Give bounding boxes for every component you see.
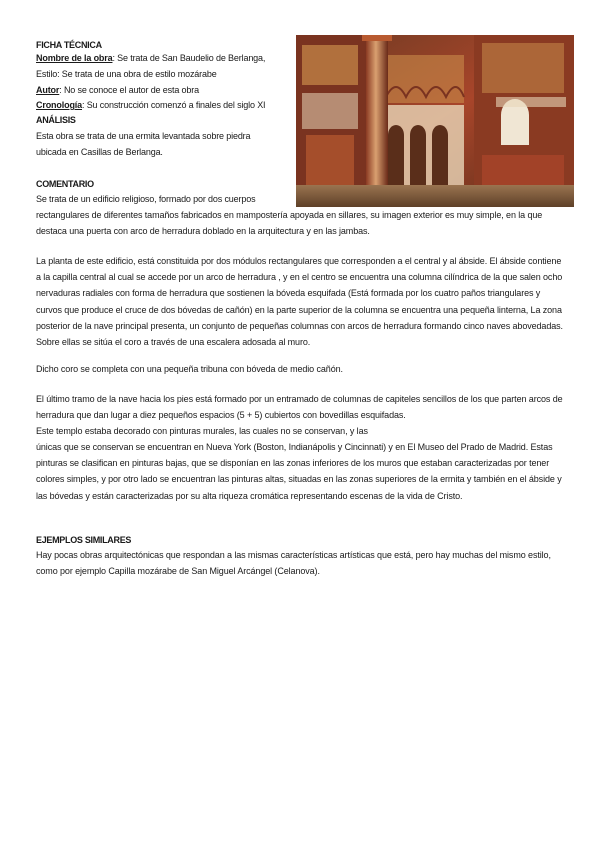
analisis-heading: ANÁLISIS [36,115,76,125]
comentario-heading: COMENTARIO [36,179,94,189]
comentario-paragraph-2-end: Dicho coro se completa con una pequeña tribuna con bóveda de medio cañón. [36,364,343,374]
estilo-line: Estilo: Se trata de una obra de estilo mozárabe [36,69,217,79]
analisis-line-1: Esta obra se trata de una ermita levantada sobre piedra [36,131,251,141]
cronologia-line [36,100,265,111]
autor-value: : No se conoce el autor de esta obra [59,85,199,95]
comentario-paragraph-4-line: Este templo estaba decorado con pinturas murales, las cuales no se conservan, y las [36,426,368,436]
comentario-paragraph-2: La planta de este edificio, está constituida por dos módulos rectangulares que corresponden a el central y al ábside. El ábside contiene a la capilla central al cual se accede por un arco de herradura , y en el centro se encuentra una columna cilíndrica de la que salen ocho nervaduras radiales con forma de herradura que sostienen la bóveda esquifada (Está formada por los cuatro paños triangulares y curvos que produce el cruce de dos bóvedas de cañón) en la parte superior de la columna se encuentra una pequeña linterna, La zona posterior de la nave principal presenta, un conjunto de pequeñas columnas con arcos de herradura formando cinco naves abovedadas. Sobre ellas se sitúa el coro a través de una escalera adosada al muro. [36,256,563,348]
fresco-illustration [296,35,574,207]
ermita-interior-photo [296,35,574,207]
cronologia-label: Cronología [36,100,82,110]
cronologia-value: : Su construcción comenzó a finales del siglo XI [82,100,266,110]
comentario-paragraph-1: rectangulares de diferentes tamaños fabricados en mampostería apoyada en sillares, su imagen exterior es muy simple, en la que destaca una puerta con arco de herradura doblado en la arquitectura y en las jambas. [36,210,543,237]
analisis-line-2: ubicada en Casillas de Berlanga. [36,147,163,157]
nombre-value: : Se trata de San Baudelio de Berlanga, [112,53,266,63]
comentario-paragraph-4: únicas que se conservan se encuentran en Nueva York (Boston, Indianápolis y Cincinnati) y en El Museo del Prado de Madrid. Estas pinturas se clasifican en pinturas bajas, que se disponían en las zonas inferiores de los muros que estaban caracterizadas por tener colores simples, y por otro lado se encuentran las pinturas altas, situadas en las zonas superiores de la ermita y también en el ábside y las bóvedas y están caracterizadas por su alta riqueza cromática representando escenas de la vida de Cristo. [36,442,562,501]
ejemplos-heading: EJEMPLOS SIMILARES [36,535,132,545]
ficha-tecnica-heading: FICHA TÉCNICA [36,40,102,50]
comentario-paragraph-3: El último tramo de la nave hacia los pies está formado por un entramado de columnas de capiteles sencillos de los que parten arcos de herradura que dan lugar a diez pequeños espacios (5 + 5) cubiertos con bovedillas esquifadas. [36,394,563,421]
nombre-line [36,53,265,64]
comentario-first-line: Se trata de un edificio religioso, formado por dos cuerpos [36,194,256,204]
autor-label: Autor [36,85,60,95]
ejemplos-paragraph: Hay pocas obras arquitectónicas que respondan a las mismas características artísticas que está, pero hay muchas del mismo estilo, como por ejemplo Capilla mozárabe de San Miguel Arcángel (Celanova). [36,550,551,577]
nombre-label: Nombre de la obra [36,53,113,63]
autor-line [36,85,199,96]
